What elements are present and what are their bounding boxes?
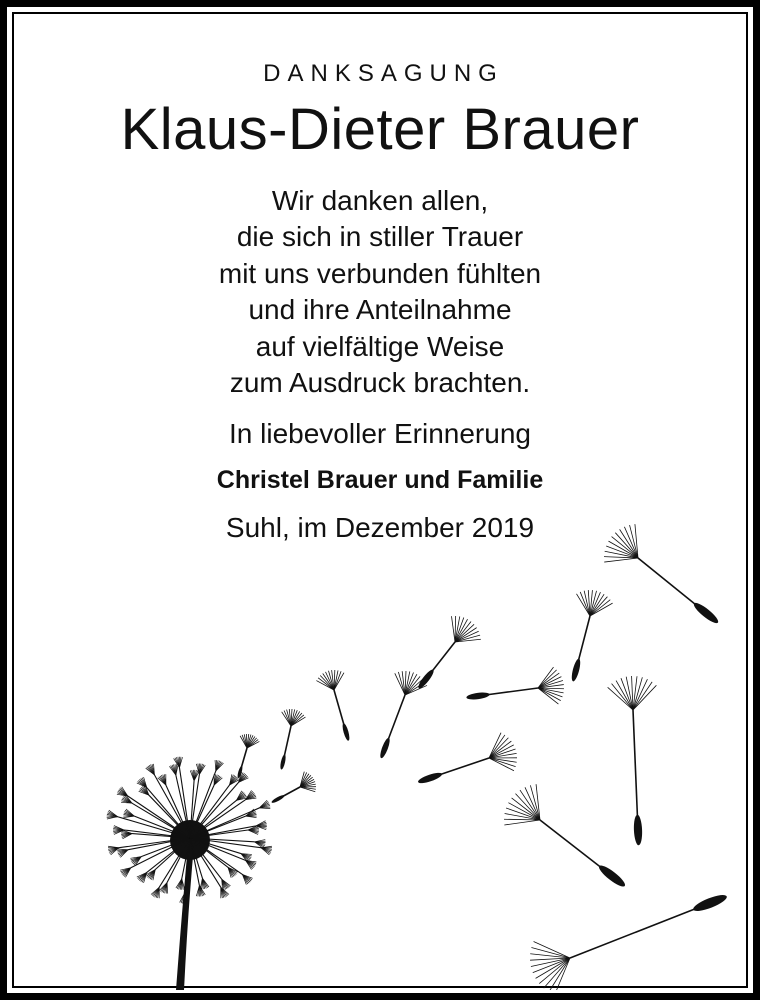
memory-line: In liebevoller Erinnerung <box>229 417 531 449</box>
place-date: Suhl, im Dezember 2019 <box>225 511 535 543</box>
thanks-line: mit uns verbunden fühlten <box>218 257 542 289</box>
thanks-line: zum Ausdruck brachten. <box>229 367 531 399</box>
flying-seeds <box>237 524 729 990</box>
thanks-line: und ihre Anteilnahme <box>248 294 512 326</box>
thanks-line: auf vielfältige Weise <box>255 330 505 362</box>
dandelion-icon <box>107 757 272 990</box>
thanks-text <box>10 183 750 402</box>
notice-label: DANKSAGUNG <box>263 60 504 87</box>
notice-frame <box>7 7 753 993</box>
thanks-line: die sich in stiller Trauer <box>236 221 524 253</box>
signers: Christel Brauer und Familie <box>216 465 544 494</box>
thanks-line: Wir danken allen, <box>271 184 489 216</box>
deceased-name: Klaus-Dieter Brauer <box>120 97 640 162</box>
notice-text <box>10 60 750 546</box>
